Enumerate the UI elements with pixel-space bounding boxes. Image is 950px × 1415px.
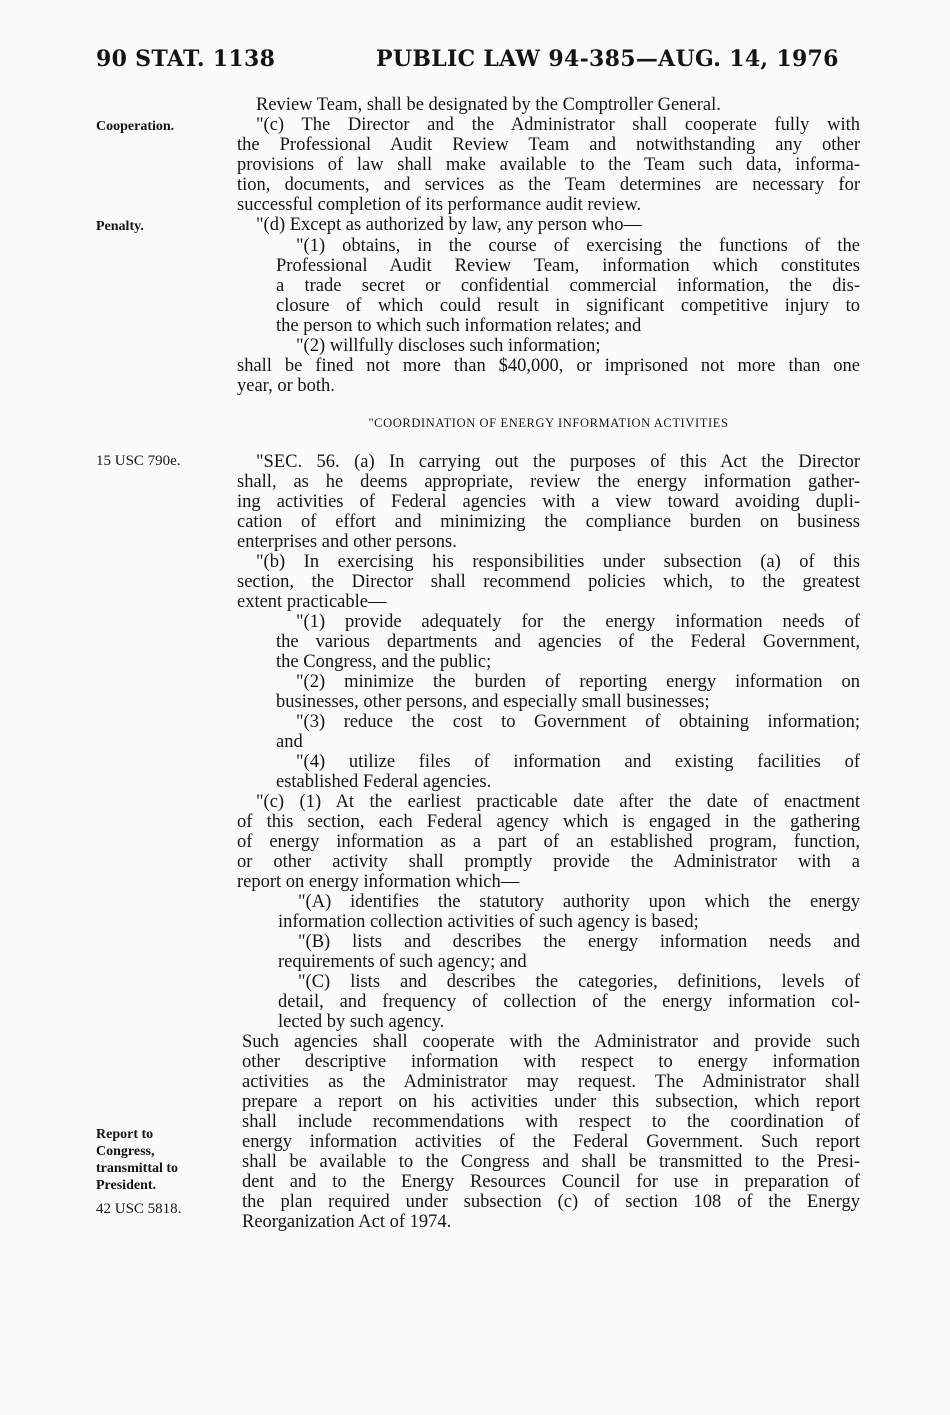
text-line: businesses, other persons, and especially small businesses; bbox=[276, 692, 710, 712]
text-line: of energy information as a part of an established program, function, bbox=[237, 832, 860, 852]
margin-note-cooperation: Cooperation. bbox=[96, 119, 175, 134]
margin-note-congress: Congress, bbox=[96, 1144, 155, 1159]
text-line: "(3) reduce the cost to Government of obtaining information; bbox=[296, 712, 860, 732]
text-line: activities as the Administrator may request. The Administrator shall bbox=[242, 1072, 860, 1092]
text-line: "(2) willfully discloses such information; bbox=[296, 336, 601, 356]
text-line: tion, documents, and services as the Team determines are necessary for bbox=[237, 175, 860, 195]
text-line: "(A) identifies the statutory authority upon which the energy bbox=[298, 892, 860, 912]
text-line: or other activity shall promptly provide the Administrator with a bbox=[237, 852, 860, 872]
text-line: the plan required under subsection (c) of section 108 of the Energy bbox=[242, 1192, 860, 1212]
text-line: Such agencies shall cooperate with the Administrator and provide such bbox=[242, 1032, 860, 1052]
margin-note-transmittal: transmittal to bbox=[96, 1161, 179, 1176]
public-law-title: PUBLIC LAW 94-385—AUG. 14, 1976 bbox=[376, 46, 839, 72]
text-line: section, the Director shall recommend policies which, to the greatest bbox=[237, 572, 860, 592]
text-line: report on energy information which— bbox=[237, 872, 520, 892]
text-line: "(C) lists and describes the categories, definitions, levels of bbox=[298, 972, 860, 992]
text-line: the Congress, and the public; bbox=[276, 652, 492, 672]
text-line: shall, as he deems appropriate, review the energy information gather- bbox=[237, 472, 860, 492]
text-line: detail, and frequency of collection of the energy information col- bbox=[278, 992, 860, 1012]
text-line: year, or both. bbox=[237, 376, 335, 396]
text-line: dent and to the Energy Resources Council for use in preparation of bbox=[242, 1172, 860, 1192]
text-line: "(2) minimize the burden of reporting energy information on bbox=[296, 672, 860, 692]
text-line: a trade secret or confidential commercial information, the dis- bbox=[276, 276, 860, 296]
text-line: energy information activities of the Federal Government. Such report bbox=[242, 1132, 860, 1152]
text-line: provisions of law shall make available to the Team such data, informa- bbox=[237, 155, 860, 175]
margin-note-report: Report to bbox=[96, 1127, 154, 1142]
text-line: closure of which could result in significant competitive injury to bbox=[276, 296, 860, 316]
statute-page-number: 90 STAT. 1138 bbox=[96, 46, 276, 72]
text-line: Reorganization Act of 1974. bbox=[242, 1212, 452, 1232]
text-line: shall include recommendations with respect to the coordination of bbox=[242, 1112, 860, 1132]
text-line: "(c) The Director and the Administrator shall cooperate fully with bbox=[256, 115, 860, 135]
text-line: "(B) lists and describes the energy information needs and bbox=[298, 932, 860, 952]
margin-note-usc-citation: 15 USC 790e. bbox=[96, 453, 181, 469]
text-line: Review Team, shall be designated by the Comptroller General. bbox=[256, 95, 721, 115]
text-line: requirements of such agency; and bbox=[278, 952, 527, 972]
text-line: successful completion of its performance audit review. bbox=[237, 195, 642, 215]
text-line: extent practicable— bbox=[237, 592, 387, 612]
text-line: "(d) Except as authorized by law, any person who— bbox=[256, 215, 642, 235]
margin-note-president: President. bbox=[96, 1178, 157, 1193]
text-line: established Federal agencies. bbox=[276, 772, 492, 792]
text-line: cation of effort and minimizing the compliance burden on business bbox=[237, 512, 860, 532]
margin-note-penalty: Penalty. bbox=[96, 219, 144, 234]
text-line: of this section, each Federal agency which is engaged in the gathering bbox=[237, 812, 860, 832]
text-line: lected by such agency. bbox=[278, 1012, 445, 1032]
text-line: prepare a report on his activities under this subsection, which report bbox=[242, 1092, 860, 1112]
text-line: "(1) provide adequately for the energy information needs of bbox=[296, 612, 860, 632]
text-line: and bbox=[276, 732, 303, 752]
text-line: ing activities of Federal agencies with a view toward avoiding dupli- bbox=[237, 492, 860, 512]
text-line: the person to which such information relates; and bbox=[276, 316, 642, 336]
text-line: Professional Audit Review Team, information which constitutes bbox=[276, 256, 860, 276]
text-line: the various departments and agencies of the Federal Government, bbox=[276, 632, 860, 652]
text-line: shall be fined not more than $40,000, or imprisoned not more than one bbox=[237, 356, 860, 376]
text-line: information collection activities of such agency is based; bbox=[278, 912, 699, 932]
page-header bbox=[96, 46, 866, 76]
text-line: shall be available to the Congress and shall be transmitted to the Presi- bbox=[242, 1152, 860, 1172]
text-line: "(1) obtains, in the course of exercising the functions of the bbox=[296, 236, 860, 256]
text-line: other descriptive information with respect to energy information bbox=[242, 1052, 860, 1072]
text-line: "(b) In exercising his responsibilities under subsection (a) of this bbox=[256, 552, 860, 572]
text-line: the Professional Audit Review Team and notwithstanding any other bbox=[237, 135, 860, 155]
margin-note-usc-5818: 42 USC 5818. bbox=[96, 1201, 182, 1217]
section-heading: "COORDINATION OF ENERGY INFORMATION ACTIVITIES bbox=[368, 416, 729, 430]
text-line: "(c) (1) At the earliest practicable date after the date of enactment bbox=[256, 792, 860, 812]
text-line: "(4) utilize files of information and existing facilities of bbox=[296, 752, 860, 772]
text-line: enterprises and other persons. bbox=[237, 532, 457, 552]
text-line: "SEC. 56. (a) In carrying out the purposes of this Act the Director bbox=[256, 452, 860, 472]
